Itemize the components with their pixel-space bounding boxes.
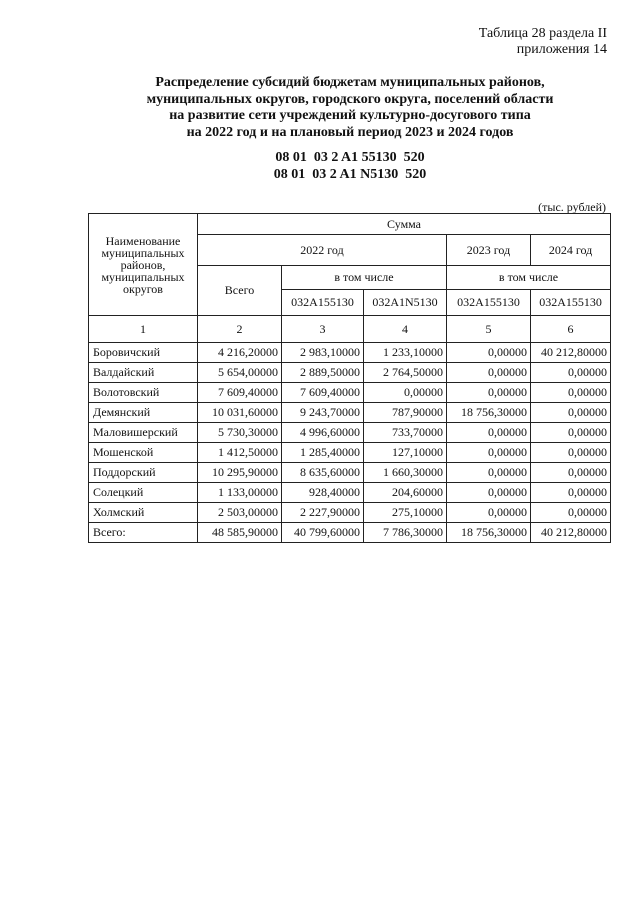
column-number: 3 <box>282 316 364 343</box>
document-title <box>90 75 610 141</box>
row-2024: 0,00000 <box>531 463 611 483</box>
header-year-2023: 2023 год <box>447 235 531 266</box>
budget-code-2: 08 01 03 2 A1 N5130 520 <box>273 166 427 182</box>
table-row <box>89 363 611 383</box>
row-2024: 0,00000 <box>531 383 611 403</box>
row-2023: 0,00000 <box>447 383 531 403</box>
table-reference <box>479 26 607 58</box>
table-row <box>89 503 611 523</box>
row-2024: 40 212,80000 <box>531 343 611 363</box>
row-total: 10 031,60000 <box>198 403 282 423</box>
header-year-2022: 2022 год <box>198 235 447 266</box>
row-code-a-2022: 8 635,60000 <box>282 463 364 483</box>
row-code-a-2022: 928,40000 <box>282 483 364 503</box>
row-total: 1 133,00000 <box>198 483 282 503</box>
row-total: 10 295,90000 <box>198 463 282 483</box>
row-total: 2 503,00000 <box>198 503 282 523</box>
row-total: 5 730,30000 <box>198 423 282 443</box>
row-name: Солецкий <box>89 483 198 503</box>
title-line-3: на развитие сети учреждений культурно-досугового типа <box>169 108 531 123</box>
row-name: Мошенской <box>89 443 198 463</box>
total-label: Всего: <box>89 523 198 543</box>
row-total: 1 412,50000 <box>198 443 282 463</box>
row-2023: 0,00000 <box>447 443 531 463</box>
table-reference-line-1: Таблица 28 раздела II <box>478 26 607 41</box>
row-2024: 0,00000 <box>531 503 611 523</box>
row-2023: 0,00000 <box>447 423 531 443</box>
row-name: Боровичский <box>89 343 198 363</box>
row-2023: 0,00000 <box>447 483 531 503</box>
total-sum: 48 585,90000 <box>198 523 282 543</box>
row-2023: 0,00000 <box>447 363 531 383</box>
row-code-b-2022: 127,10000 <box>364 443 447 463</box>
header-year-2024: 2024 год <box>531 235 611 266</box>
row-2023: 0,00000 <box>447 343 531 363</box>
row-2024: 0,00000 <box>531 403 611 423</box>
total-2024: 40 212,80000 <box>531 523 611 543</box>
budget-code-1: 08 01 03 2 A1 55130 520 <box>275 150 425 165</box>
row-code-b-2022: 733,70000 <box>364 423 447 443</box>
row-2024: 0,00000 <box>531 483 611 503</box>
header-code-2024: 032A155130 <box>531 290 611 316</box>
header-total: Всего <box>198 266 282 316</box>
column-number-row <box>89 316 611 343</box>
row-2024: 0,00000 <box>531 423 611 443</box>
row-code-a-2022: 4 996,60000 <box>282 423 364 443</box>
row-code-b-2022: 204,60000 <box>364 483 447 503</box>
title-line-2: муниципальных округов, городского округа, поселений области <box>146 91 554 107</box>
row-total: 5 654,00000 <box>198 363 282 383</box>
budget-codes <box>90 150 610 183</box>
row-name: Поддорский <box>89 463 198 483</box>
row-code-b-2022: 0,00000 <box>364 383 447 403</box>
table-row <box>89 483 611 503</box>
row-code-b-2022: 1 660,30000 <box>364 463 447 483</box>
header-code-b-2022: 032A1N5130 <box>364 290 447 316</box>
row-name: Волотовский <box>89 383 198 403</box>
column-number: 4 <box>364 316 447 343</box>
row-code-a-2022: 7 609,40000 <box>282 383 364 403</box>
row-2023: 0,00000 <box>447 503 531 523</box>
row-2024: 0,00000 <box>531 443 611 463</box>
total-2023: 18 756,30000 <box>447 523 531 543</box>
table-row <box>89 403 611 423</box>
row-code-a-2022: 9 243,70000 <box>282 403 364 423</box>
row-name: Валдайский <box>89 363 198 383</box>
subsidy-table <box>88 213 611 543</box>
table-row <box>89 343 611 363</box>
table-reference-line-2: приложения 14 <box>516 42 607 57</box>
row-code-a-2022: 2 227,90000 <box>282 503 364 523</box>
row-name: Маловишерский <box>89 423 198 443</box>
header-code-2023: 032A155130 <box>447 290 531 316</box>
row-2024: 0,00000 <box>531 363 611 383</box>
row-name: Демянский <box>89 403 198 423</box>
row-total: 4 216,20000 <box>198 343 282 363</box>
total-code-a-2022: 40 799,60000 <box>282 523 364 543</box>
row-code-b-2022: 275,10000 <box>364 503 447 523</box>
row-code-a-2022: 1 285,40000 <box>282 443 364 463</box>
row-code-b-2022: 787,90000 <box>364 403 447 423</box>
total-row <box>89 523 611 543</box>
table-row <box>89 423 611 443</box>
title-line-1: Распределение субсидий бюджетам муниципальных районов, <box>155 75 545 90</box>
column-number: 6 <box>531 316 611 343</box>
row-2023: 18 756,30000 <box>447 403 531 423</box>
row-2023: 0,00000 <box>447 463 531 483</box>
column-number: 1 <box>89 316 198 343</box>
header-including-2022: в том числе <box>282 266 447 290</box>
total-code-b-2022: 7 786,30000 <box>364 523 447 543</box>
row-code-b-2022: 1 233,10000 <box>364 343 447 363</box>
header-including-planned: в том числе <box>447 266 611 290</box>
table-row <box>89 443 611 463</box>
column-number: 2 <box>198 316 282 343</box>
header-sum: Сумма <box>198 214 611 235</box>
row-code-a-2022: 2 983,10000 <box>282 343 364 363</box>
title-line-4: на 2022 год и на плановый период 2023 и 2024 годов <box>186 124 514 140</box>
table-row <box>89 383 611 403</box>
table-row <box>89 463 611 483</box>
header-name: Наименование муниципальных районов, муниципальных округов <box>89 214 198 316</box>
row-code-a-2022: 2 889,50000 <box>282 363 364 383</box>
column-number: 5 <box>447 316 531 343</box>
row-code-b-2022: 2 764,50000 <box>364 363 447 383</box>
row-total: 7 609,40000 <box>198 383 282 403</box>
header-code-a-2022: 032A155130 <box>282 290 364 316</box>
units-note: (тыс. рублей) <box>538 200 606 214</box>
row-name: Холмский <box>89 503 198 523</box>
